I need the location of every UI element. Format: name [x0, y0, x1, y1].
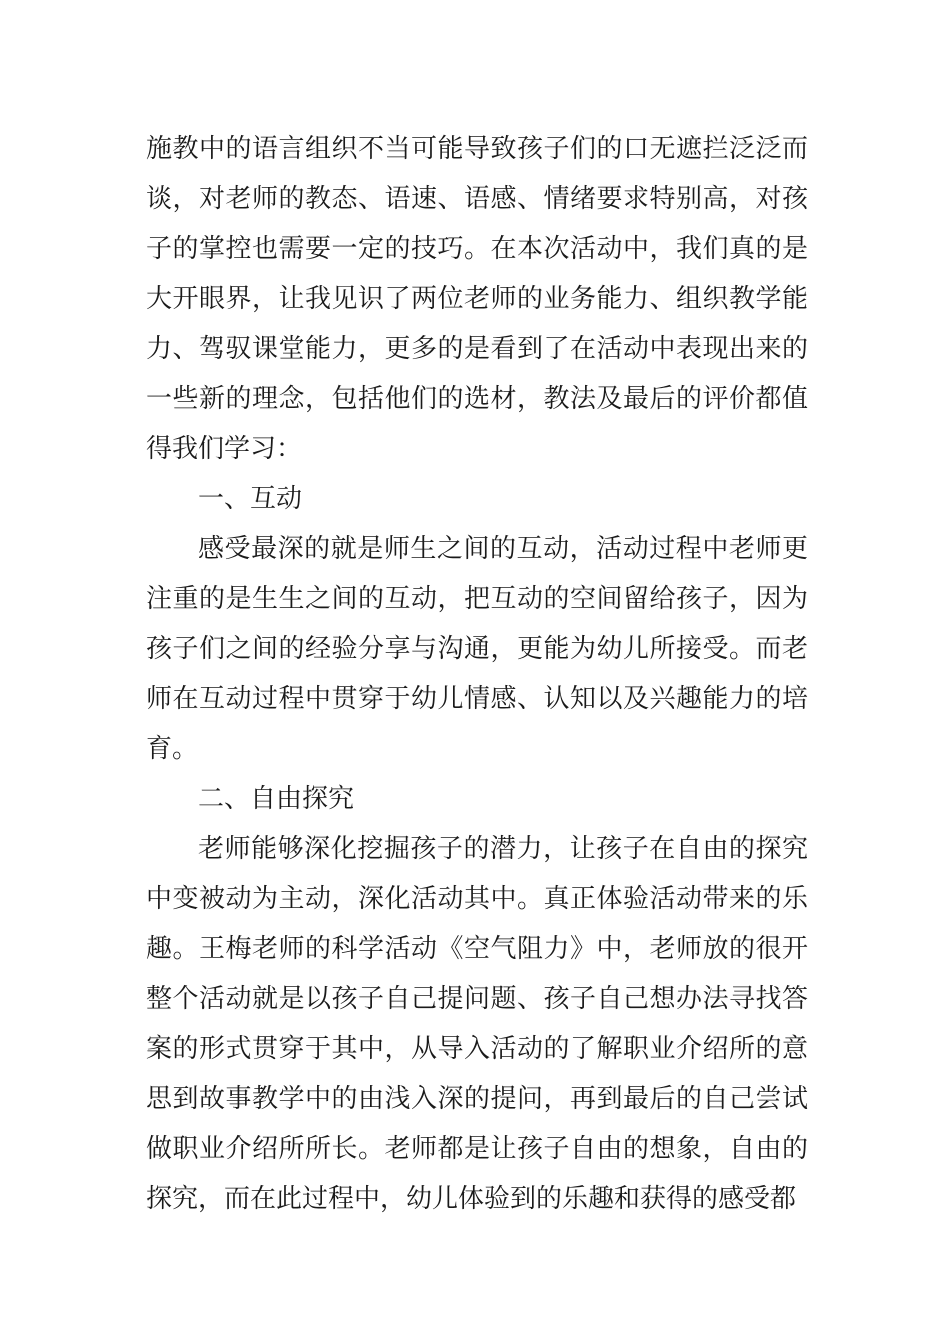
section-heading-interaction: 一、互动 [198, 484, 303, 514]
paragraph-interaction: 感受最深的就是师生之间的互动，活动过程中老师更注重的是生生之间的互动，把互动的空间留给孩子，因为孩子们之间的经验分享与沟通，更能为幼儿所接受。而老师在互动过程中贯穿于幼儿情感、认知以及兴趣能力的培育。 [146, 534, 808, 764]
section-heading-free-exploration: 二、自由探究 [198, 784, 355, 814]
paragraph-free-exploration: 老师能够深化挖掘孩子的潜力，让孩子在自由的探究中变被动为主动，深化活动其中。真正体验活动带来的乐趣。王梅老师的科学活动《空气阻力》中，老师放的很开整个活动就是以孩子自己提问题、孩子自己想办法寻找答案的形式贯穿于其中，从导入活动的了解职业介绍所的意思到故事教学中的由浅入深的提问，再到最后的自己尝试做职业介绍所所长。老师都是让孩子自由的想象，自由的探究，而在此过程中，幼儿体验到的乐趣和获得的感受都 [146, 834, 808, 1214]
document-body [146, 124, 808, 1224]
paragraph-continuation: 施教中的语言组织不当可能导致孩子们的口无遮拦泛泛而谈，对老师的教态、语速、语感、情绪要求特别高，对孩子的掌控也需要一定的技巧。在本次活动中，我们真的是大开眼界，让我见识了两位老师的业务能力、组织教学能力、驾驭课堂能力，更多的是看到了在活动中表现出来的一些新的理念，包括他们的选材，教法及最后的评价都值得我们学习： [146, 134, 808, 464]
